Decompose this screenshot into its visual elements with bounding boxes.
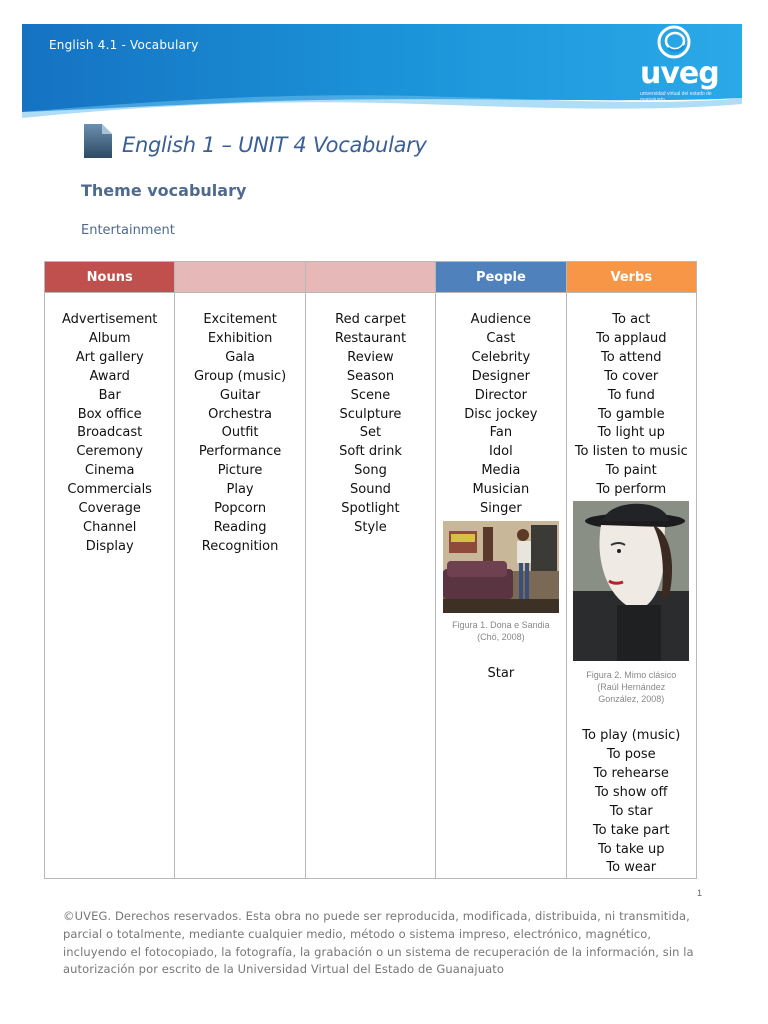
copyright-footer: ©UVEG. Derechos reservados. Esta obra no puede ser reproducida, modificada, distribuida, ni transmitida, parcial o totalmente, mediante cualquier medio, método o sistema impreso, electrónico, magnético, incluyendo el fotocopiado, la fotografía, la grabación o un sistema de recuperación de la información, sin la autorización por escrito de la Universidad Virtual del Estado de Guanajuato bbox=[63, 909, 694, 977]
word: Audience bbox=[470, 312, 532, 327]
word: Group (music) bbox=[193, 368, 287, 384]
word: To star bbox=[609, 803, 653, 819]
word: Sound bbox=[350, 482, 391, 498]
word: Play bbox=[226, 482, 254, 498]
section-title: Theme vocabulary bbox=[81, 181, 247, 200]
word: Designer bbox=[471, 368, 530, 384]
word: To play (music) bbox=[582, 728, 681, 744]
page-number: 1 bbox=[697, 888, 703, 898]
word: Director bbox=[474, 387, 527, 403]
word: To fund bbox=[607, 387, 655, 403]
word: Gala bbox=[225, 349, 255, 365]
word: Musician bbox=[472, 482, 530, 498]
header-nouns: Nouns bbox=[45, 262, 175, 293]
word: Recognition bbox=[201, 538, 279, 554]
word: Performance bbox=[198, 444, 282, 460]
page-title: English 1 – UNIT 4 Vocabulary bbox=[122, 133, 427, 157]
word: To applaud bbox=[596, 330, 667, 346]
spacer bbox=[438, 643, 563, 665]
word: Cast bbox=[486, 330, 516, 346]
word: To attend bbox=[601, 349, 662, 365]
word: Scene bbox=[350, 387, 391, 403]
header-title: English 4.1 - Vocabulary bbox=[49, 38, 199, 52]
subsection-title: Entertainment bbox=[81, 223, 175, 238]
figure-1-caption: Figura 1. Dona e Sandia (Chö, 2008) bbox=[452, 619, 550, 642]
word: Bar bbox=[98, 387, 121, 403]
word: To take up bbox=[597, 841, 665, 857]
nouns-column-2 bbox=[175, 293, 305, 879]
word: Album bbox=[88, 330, 131, 346]
word: Commercials bbox=[67, 482, 152, 498]
word: Song bbox=[354, 463, 387, 479]
uveg-logo-icon bbox=[654, 24, 694, 60]
figure-1-photo bbox=[443, 521, 559, 613]
word: Award bbox=[89, 368, 130, 384]
word: To wear bbox=[606, 860, 657, 876]
uveg-logo bbox=[636, 24, 726, 103]
word: Channel bbox=[83, 519, 137, 535]
word: To show off bbox=[595, 784, 668, 800]
header-nouns-continued-2 bbox=[305, 262, 435, 293]
word: To act bbox=[612, 312, 651, 327]
nouns-column-3 bbox=[305, 293, 435, 879]
word: To cover bbox=[604, 368, 659, 384]
table-header-row bbox=[45, 262, 697, 293]
word: Season bbox=[346, 368, 395, 384]
header-nouns-continued-1 bbox=[175, 262, 305, 293]
word: Picture bbox=[217, 463, 263, 479]
nouns-column-1 bbox=[45, 293, 175, 879]
word: To paint bbox=[605, 463, 657, 479]
header-verbs: Verbs bbox=[566, 262, 696, 293]
people-column bbox=[436, 293, 566, 879]
vocabulary-table bbox=[44, 261, 697, 879]
word: Advertisement bbox=[61, 312, 158, 327]
word: Ceremony bbox=[76, 444, 144, 460]
word: Singer bbox=[480, 501, 522, 517]
word: Review bbox=[347, 349, 394, 365]
word: Art gallery bbox=[75, 349, 144, 365]
word: Idol bbox=[489, 444, 513, 460]
word: To pose bbox=[606, 746, 656, 762]
word: To perform bbox=[596, 482, 667, 498]
figure-2-photo bbox=[573, 501, 689, 661]
word: Box office bbox=[77, 406, 142, 422]
word: Orchestra bbox=[208, 406, 273, 422]
header-people: People bbox=[436, 262, 566, 293]
verbs-column bbox=[566, 293, 696, 879]
word: Sculpture bbox=[339, 406, 402, 422]
word: Exhibition bbox=[207, 330, 273, 346]
logo-text: uveg bbox=[640, 56, 719, 91]
word: Star bbox=[487, 665, 515, 681]
word: Red carpet bbox=[335, 312, 406, 327]
table-body-row bbox=[45, 293, 697, 879]
word: Soft drink bbox=[339, 444, 402, 460]
word: Style bbox=[354, 519, 387, 535]
word: Media bbox=[481, 463, 521, 479]
word: Broadcast bbox=[77, 425, 143, 441]
word: Fan bbox=[489, 425, 513, 441]
logo-subtext: universidad virtual del estado de guanajuato bbox=[640, 91, 712, 103]
word: Popcorn bbox=[214, 501, 267, 517]
word: Disc jockey bbox=[464, 406, 538, 422]
word: Coverage bbox=[78, 501, 141, 517]
word: Display bbox=[85, 538, 134, 554]
word: Spotlight bbox=[341, 501, 400, 517]
word: Reading bbox=[213, 519, 267, 535]
word: To rehearse bbox=[593, 765, 669, 781]
word: Excitement bbox=[203, 312, 277, 327]
word: To light up bbox=[597, 425, 665, 441]
word: Cinema bbox=[84, 463, 135, 479]
word: Guitar bbox=[219, 387, 261, 403]
document-icon bbox=[84, 124, 112, 158]
header-banner bbox=[0, 0, 768, 125]
word: To gamble bbox=[598, 406, 665, 422]
word: Restaurant bbox=[334, 330, 407, 346]
word: Set bbox=[359, 425, 382, 441]
spacer bbox=[569, 705, 694, 727]
word: To take part bbox=[592, 822, 670, 838]
word: Celebrity bbox=[471, 349, 531, 365]
word: Outfit bbox=[221, 425, 259, 441]
word: To listen to music bbox=[574, 444, 688, 460]
figure-2-caption: Figura 2. Mimo clásico (Raúl Hernández González, 2008) bbox=[586, 670, 677, 705]
